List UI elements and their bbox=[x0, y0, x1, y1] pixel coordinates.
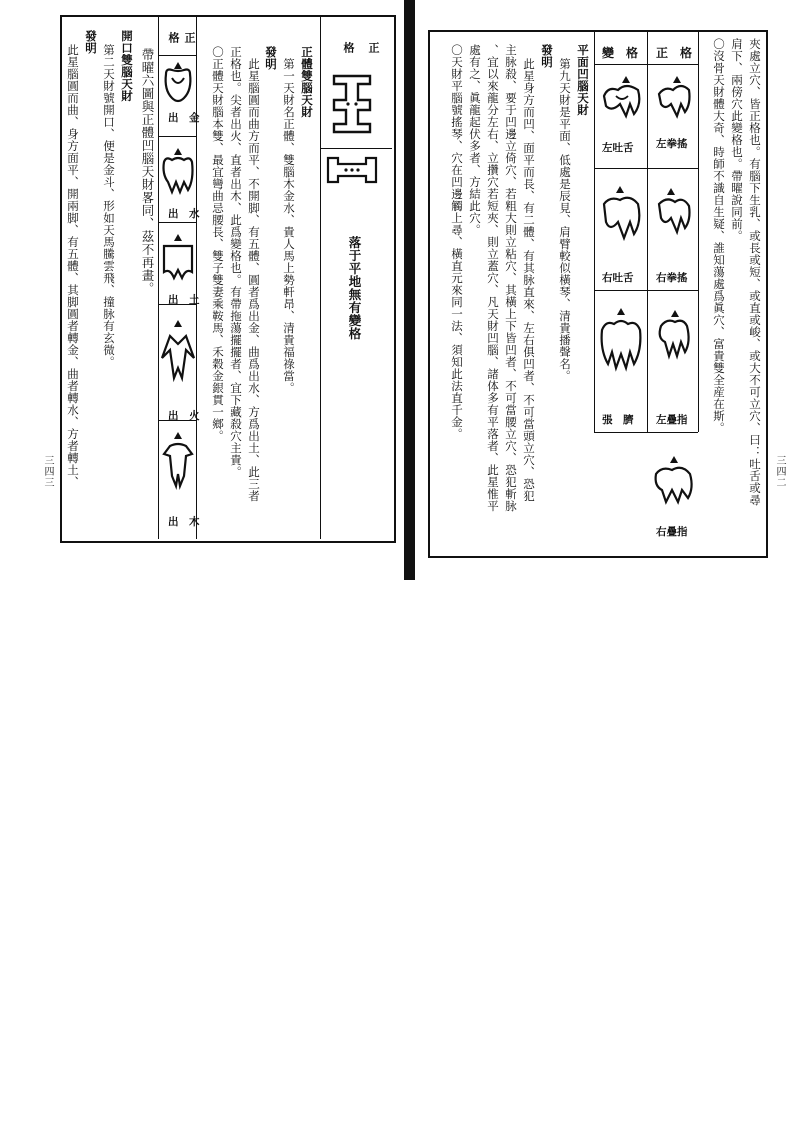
text-column: 第一天財名正體、雙腦木金水、貴人馬上勢軒昂、清貴福祿當。 bbox=[282, 58, 296, 394]
cell-label: 張 臍 bbox=[602, 414, 634, 426]
text-column: 第九天財是平面、低處是辰見、肩臂較似橫琴、清貴播聲名。 bbox=[558, 58, 572, 382]
left-tushe-icon bbox=[600, 74, 644, 124]
text-column: 〇沒骨天財體大奇、時師不識自生疑、誰知蕩處爲眞穴、富貴雙全産在斯。 bbox=[712, 38, 726, 434]
faming-heading: 發明 bbox=[264, 46, 278, 70]
annex-caption: 落于平地無有變格 bbox=[347, 236, 362, 340]
element-label-gold: 出 金 bbox=[168, 112, 200, 124]
right-page-number: 三四二 bbox=[774, 455, 785, 488]
annex-divider bbox=[320, 148, 392, 149]
pingdi-formation-icon bbox=[326, 156, 378, 184]
cell-label: 左拳搖 bbox=[656, 138, 688, 150]
grid-border bbox=[594, 32, 595, 432]
text-column: 此星腦圓而曲方而平、不開脚、有五體、圓者爲出金、曲爲出水、方爲出土、此三者 bbox=[247, 58, 261, 502]
table-divider bbox=[158, 222, 196, 223]
section-title-kaikou: 開口雙腦天財 bbox=[120, 30, 134, 102]
section-title-pingmian: 平面凹腦天財 bbox=[576, 44, 590, 116]
cell-label: 左疊指 bbox=[656, 414, 688, 426]
zhangqi-icon bbox=[598, 306, 644, 378]
table-header-ge: 格 bbox=[167, 32, 180, 43]
text-column: 此星腦圓而曲、身方面平、開兩脚、有五體、其脚圓者轉金、曲者轉水、方者轉土、 bbox=[66, 44, 80, 488]
text-column: 夾處立穴、皆正格也。有腦下生乳、或長或短、或直或峻、或大不可立穴、曰：吐舌或尋 bbox=[748, 38, 762, 506]
grid-divider bbox=[594, 432, 698, 433]
fire-form-icon bbox=[160, 318, 196, 400]
grid-header-zhengge: 正 格 bbox=[656, 46, 693, 60]
right-yaoquan-icon bbox=[655, 186, 693, 242]
right-diezhi-icon bbox=[652, 454, 696, 510]
left-yaoquan-icon bbox=[655, 74, 693, 124]
grid-header-bianguo: 變 格 bbox=[602, 46, 639, 60]
element-label-fire: 出 火 bbox=[168, 410, 200, 422]
table-header-zheng: 正 bbox=[183, 32, 196, 43]
text-column: 第二天財號開口、便是金斗、形如天馬騰雲飛、撞脉有玄微。 bbox=[102, 44, 116, 368]
annex-header: 格 bbox=[342, 42, 355, 53]
cell-label: 右疊指 bbox=[656, 526, 688, 538]
table-border bbox=[158, 17, 159, 539]
faming-heading: 發明 bbox=[540, 44, 554, 68]
grid-divider bbox=[594, 290, 698, 291]
element-label-wood: 出 木 bbox=[168, 516, 200, 528]
table-divider bbox=[158, 136, 196, 137]
element-label-earth: 出 土 bbox=[168, 294, 200, 306]
text-column: 處有之、眞龍起伏多者、方結此穴。 bbox=[468, 44, 482, 236]
text-column: 〇天財平腦號搖琴、穴在凹邊觸上尋、橫直元來同一法、須知此法直千金。 bbox=[450, 44, 464, 440]
table-border bbox=[196, 17, 197, 539]
earth-form-icon bbox=[160, 232, 196, 288]
left-diezhi-icon bbox=[655, 308, 693, 364]
cell-label: 右拳搖 bbox=[656, 272, 688, 284]
left-page-number: 三四三 bbox=[42, 455, 53, 488]
grid-divider bbox=[594, 168, 698, 169]
section-title-zhengti: 正體雙腦天財 bbox=[300, 46, 314, 118]
text-column: 肩下、兩傍穴此變格也。帶曜說同前。 bbox=[730, 38, 744, 242]
cell-label: 右吐舌 bbox=[602, 272, 634, 284]
grid-border bbox=[698, 32, 699, 432]
book-spine bbox=[404, 0, 415, 580]
faming-heading: 發明 bbox=[84, 30, 98, 54]
text-column: 正格也。尖者出火、直者出木、此爲變格也。有帶拖蕩擺擺者、宜下藏殺穴主貴。 bbox=[229, 46, 243, 478]
water-form-icon bbox=[160, 146, 196, 202]
wood-form-icon bbox=[160, 430, 196, 508]
grid-divider bbox=[594, 64, 698, 65]
text-column: 〇正體天財腦本雙、最宜彎曲忌腰長、雙子雙妻乘鞍馬、禾穀金銀貫一鄉。 bbox=[211, 46, 225, 442]
right-tushe-icon bbox=[600, 184, 644, 248]
text-column: 主脉殺、要于凹邊立倚穴、若粗大則立粘穴、其橫上下皆凹者、不可當腰立穴、恐犯斬脉 bbox=[504, 44, 518, 512]
cell-label: 左吐舌 bbox=[602, 142, 634, 154]
text-column: 、宜以來龍分左右、立攢穴若短夾、則立蓋穴、凡天財凹腦、諸体多有平落者、此星惟平 bbox=[486, 44, 500, 512]
element-label-water: 出 水 bbox=[168, 208, 200, 220]
annex-header: 正 bbox=[367, 42, 380, 53]
zhengti-formation-icon bbox=[330, 70, 374, 134]
table-divider bbox=[158, 55, 196, 56]
grid-border bbox=[647, 32, 648, 432]
daiyao-note: 帶曜六圖與正體凹腦天財畧同、茲不再畫。 bbox=[140, 48, 155, 295]
text-column: 此星身方而凹、面平而長、有二體、有其脉直來、左右俱凹者、不可當頭立穴、恐犯 bbox=[522, 58, 536, 502]
gold-form-icon bbox=[160, 60, 196, 108]
annex-border bbox=[320, 17, 321, 539]
